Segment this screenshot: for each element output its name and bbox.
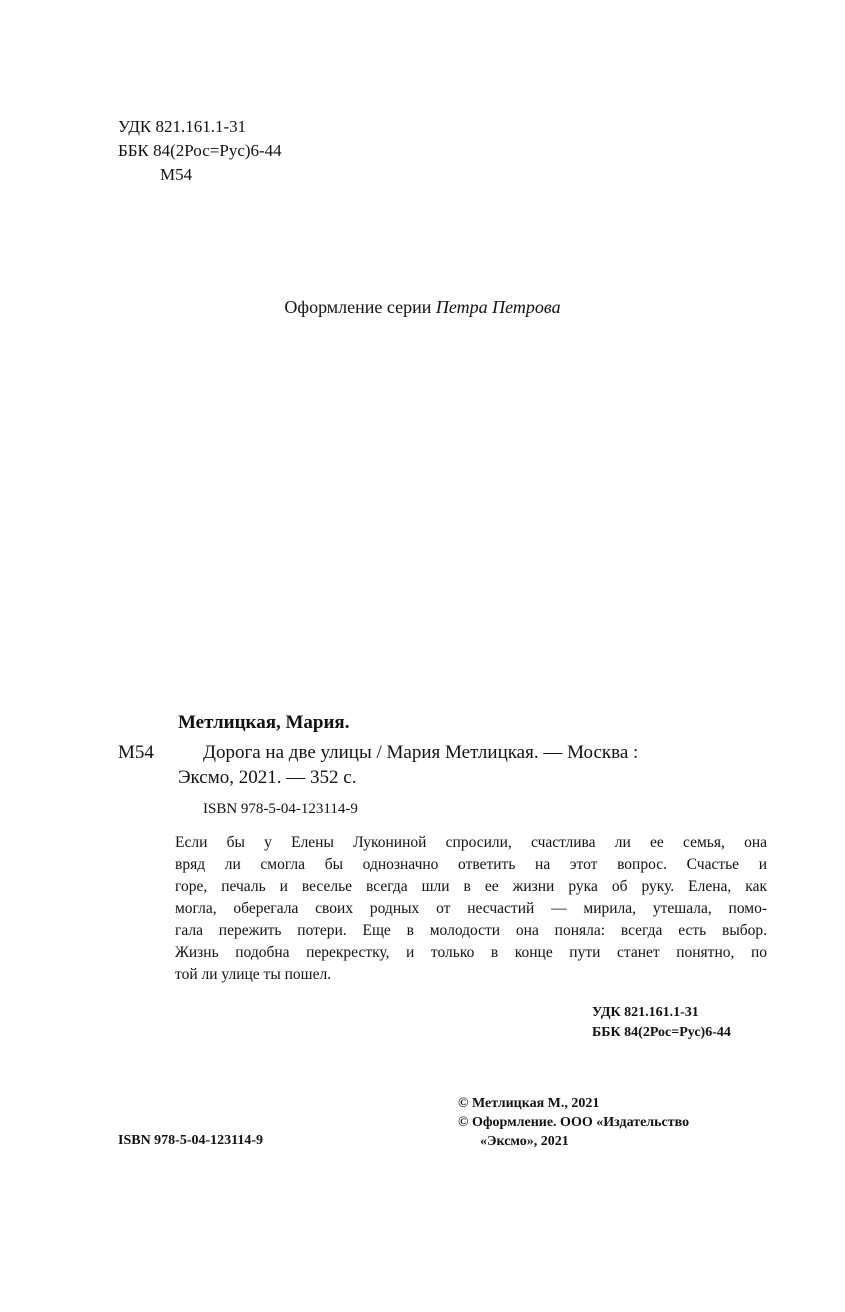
- annotation-line: гала пережить потери. Еще в молодости она поняла: всегда есть выбор.: [175, 922, 767, 939]
- author-sign-top: М54: [160, 165, 193, 184]
- annotation-line: Если бы у Елены Лукониной спросили, счастлива ли ее семья, она: [175, 834, 767, 851]
- annotation-paragraph: [175, 832, 767, 986]
- copyright-design-line-1: © Оформление. ООО «Издательство: [458, 1115, 690, 1130]
- annotation-line: Жизнь подобна перекрестку, и только в конце пути станет понятно, по: [175, 944, 767, 961]
- copyright-author: © Метлицкая М., 2021: [458, 1096, 600, 1111]
- annotation-line: той ли улице ты пошел.: [175, 966, 332, 983]
- annotation-line: вряд ли смогла бы однозначно ответить на этот вопрос. Счастье и: [175, 856, 767, 873]
- catalog-isbn: ISBN 978-5-04-123114-9: [203, 801, 358, 817]
- footer-isbn: ISBN 978-5-04-123114-9: [118, 1133, 264, 1148]
- annotation-line: могла, оберегала своих родных от несчастий — мирила, утешала, помо-: [175, 900, 767, 917]
- udk-code-bottom: УДК 821.161.1-31: [592, 1005, 699, 1020]
- series-designer-name: Петра Петрова: [435, 297, 561, 317]
- catalog-author-sign: М54: [118, 742, 154, 763]
- catalog-title-line-1: Дорога на две улицы / Мария Метлицкая. — Москва :: [203, 742, 639, 763]
- bbk-code-top: ББК 84(2Рос=Рус)6-44: [118, 141, 282, 160]
- udk-code-top: УДК 821.161.1-31: [118, 117, 247, 136]
- catalog-author-heading: Метлицкая, Мария.: [178, 712, 350, 733]
- series-design-credit: [0, 297, 845, 318]
- bbk-code-bottom: ББК 84(2Рос=Рус)6-44: [592, 1025, 731, 1040]
- series-design-label: Оформление серии: [284, 297, 432, 317]
- annotation-line: горе, печаль и веселье всегда шли в ее жизни рука об руку. Елена, как: [175, 878, 767, 895]
- copyright-design-line-2: «Эксмо», 2021: [480, 1134, 569, 1149]
- catalog-title-line-2: Эксмо, 2021. — 352 с.: [178, 767, 357, 788]
